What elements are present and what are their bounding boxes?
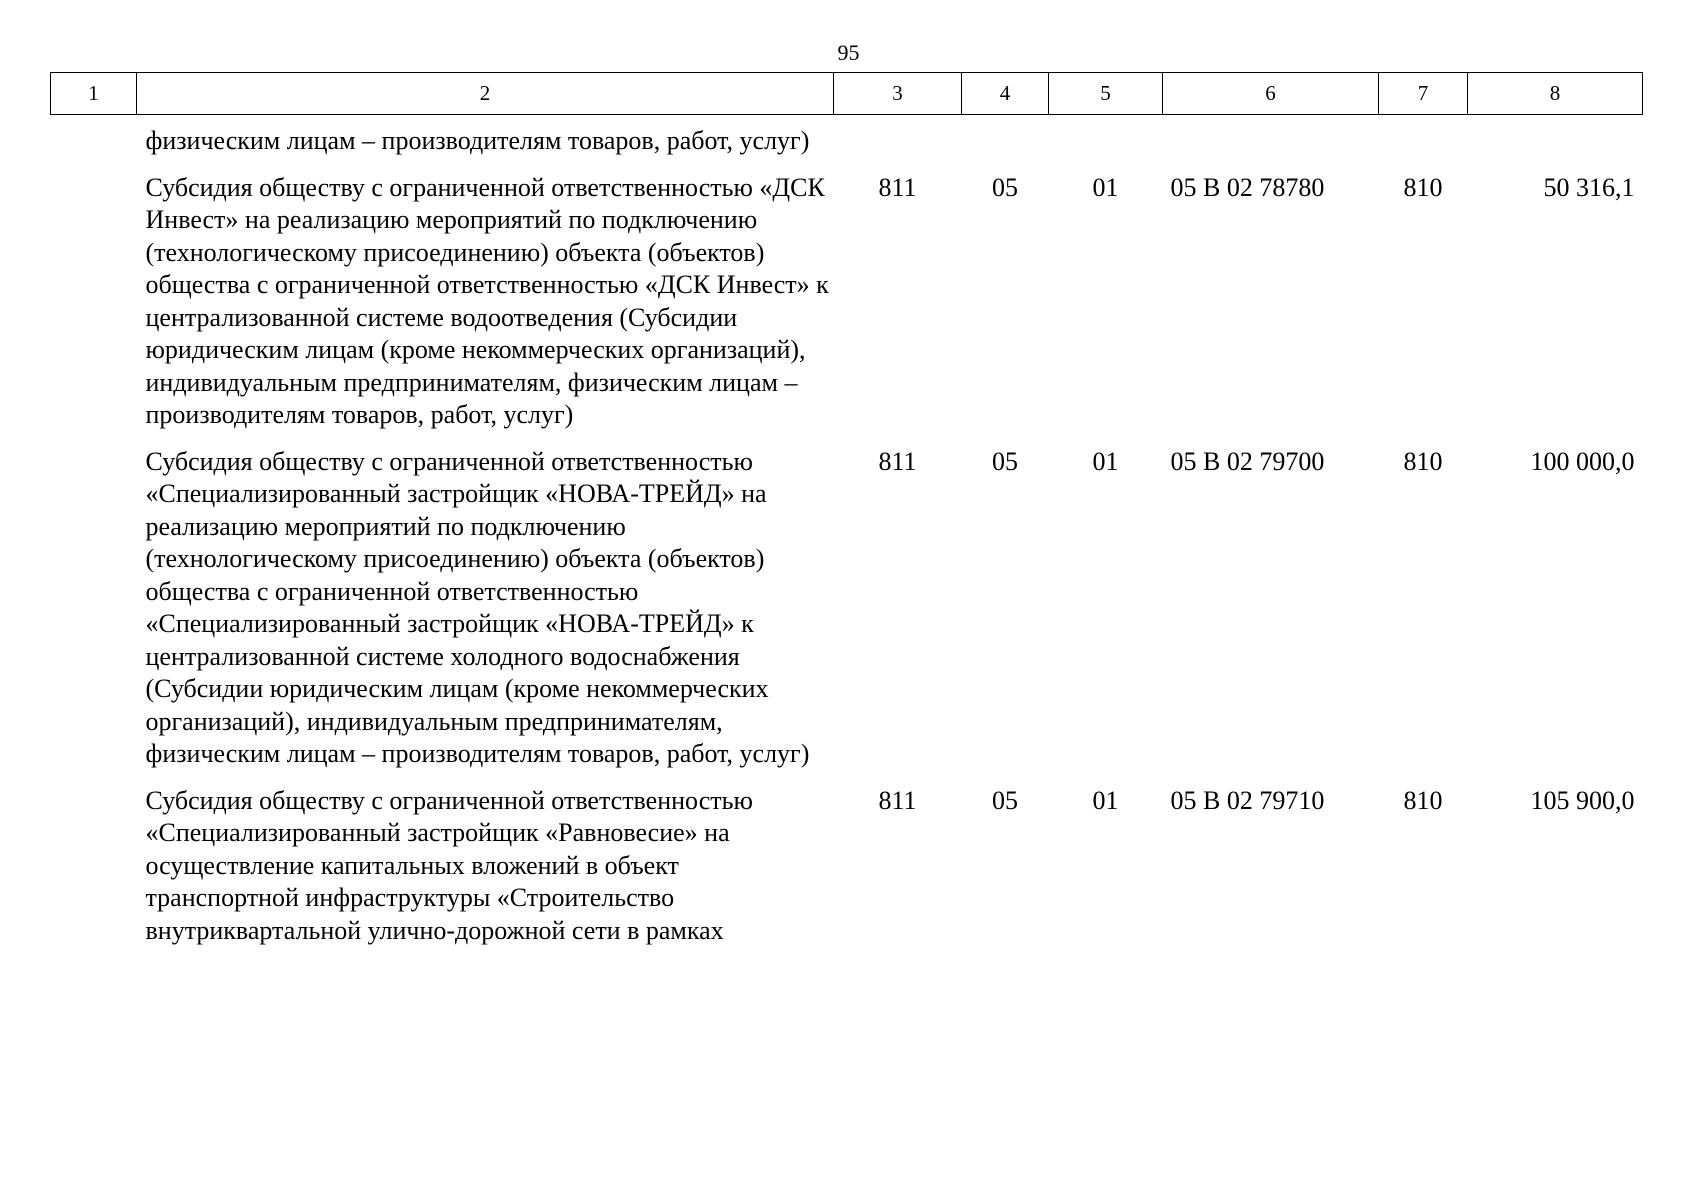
row-col-8: 100 000,0: [1530, 446, 1635, 476]
table-row: [51, 771, 1643, 948]
header-row: [51, 73, 1643, 115]
row-col-7: 810: [1403, 446, 1443, 476]
table-header: [51, 73, 1643, 115]
row-col-4: 05: [992, 785, 1018, 815]
header-col-6: 6: [1163, 73, 1379, 115]
header-col-1: 1: [51, 73, 137, 115]
row-col-8: 105 900,0: [1530, 785, 1635, 815]
table-body: [51, 115, 1643, 948]
row-col-4: 05: [992, 446, 1018, 476]
row-col-6: 05 В 02 79700: [1170, 446, 1325, 476]
page-number: 95: [837, 40, 860, 65]
header-col-3: 3: [834, 73, 962, 115]
row-col-7: 810: [1403, 785, 1443, 815]
row-col-3: 811: [878, 172, 917, 202]
header-col-5: 5: [1049, 73, 1163, 115]
row-description: Субсидия обществу с ограниченной ответственностью «Специализированный застройщик «НОВА-ТРЕЙД» на реализацию мероприятий по подключению (технологическому присоединению) объекта (объектов) общества с ограниченной ответственностью «Специализированный застройщик «НОВА-ТРЕЙД» к централизованной системе холодного водоснабжения (Субсидии юридическим лицам (кроме некоммерческих организаций), индивидуальным предпринимателям, физическим лицам – производителям товаров, работ, услуг): [145, 446, 810, 768]
row-col-8: 50 316,1: [1543, 172, 1635, 202]
header-col-8: 8: [1468, 73, 1643, 115]
header-col-4: 4: [962, 73, 1049, 115]
continuation-row: [51, 115, 1643, 158]
header-col-7: 7: [1379, 73, 1468, 115]
row-col-5: 01: [1092, 446, 1119, 476]
header-col-2: 2: [137, 73, 834, 115]
continuation-text: физическим лицам – производителям товаров, работ, услуг): [145, 126, 810, 155]
row-col-4: 05: [992, 172, 1018, 202]
row-col-7: 810: [1403, 172, 1443, 202]
table-row: [51, 432, 1643, 771]
budget-table: [50, 72, 1643, 947]
row-col-3: 811: [878, 785, 917, 815]
row-col-3: 811: [878, 446, 917, 476]
row-col-5: 01: [1092, 172, 1119, 202]
row-col-5: 01: [1092, 785, 1119, 815]
row-description: Субсидия обществу с ограниченной ответственностью «ДСК Инвест» на реализацию мероприятий по подключению (технологическому присоединению) объекта (объектов) общества с ограниченной ответственностью «ДСК Инвест» к централизованной системе водоотведения (Субсидии юридическим лицам (кроме некоммерческих организаций), индивидуальным предпринимателям, физическим лицам – производителям товаров, работ, услуг): [145, 172, 829, 429]
row-col-6: 05 В 02 79710: [1170, 785, 1325, 815]
row-description: Субсидия обществу с ограниченной ответственностью «Специализированный застройщик «Равновесие» на осуществление капитальных вложений в объект транспортной инфраструктуры «Строительство внутриквартальной улично-дорожной сети в рамках: [145, 785, 753, 945]
table-row: [51, 158, 1643, 432]
row-col-6: 05 В 02 78780: [1170, 172, 1325, 202]
